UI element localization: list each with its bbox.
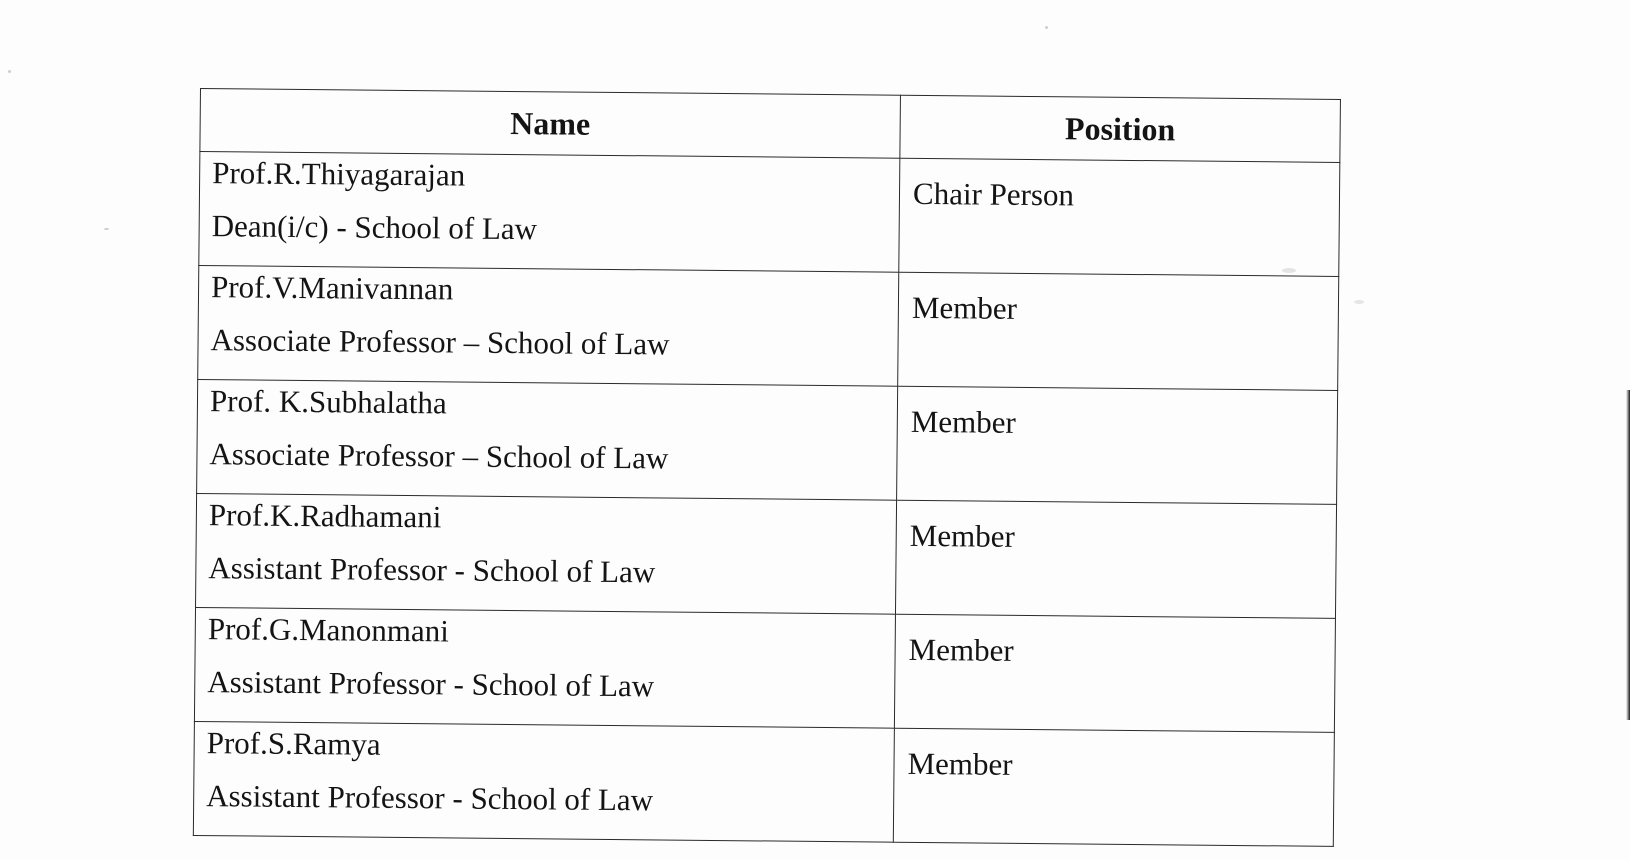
name-cell bbox=[193, 721, 894, 842]
person-position: Member bbox=[910, 403, 1017, 440]
person-position: Member bbox=[907, 745, 1013, 782]
person-designation: Assistant Professor - School of Law bbox=[207, 664, 655, 704]
table-row bbox=[193, 721, 1334, 846]
scan-speck bbox=[8, 70, 11, 73]
table-header-row bbox=[200, 89, 1341, 163]
name-cell bbox=[197, 379, 898, 500]
person-name: Prof.G.Manonmani bbox=[207, 611, 450, 649]
table-row bbox=[198, 265, 1339, 390]
position-cell bbox=[894, 614, 1335, 732]
table-row bbox=[197, 379, 1338, 504]
person-name: Prof. K.Subhalatha bbox=[209, 383, 447, 421]
name-cell bbox=[199, 152, 900, 273]
person-position: Member bbox=[908, 631, 1014, 668]
person-designation: Assistant Professor - School of Law bbox=[206, 778, 654, 818]
committee-table bbox=[193, 88, 1341, 847]
name-cell bbox=[198, 265, 899, 386]
position-cell bbox=[898, 272, 1339, 390]
person-name: Prof.R.Thiyagarajan bbox=[212, 155, 466, 193]
person-position: Member bbox=[909, 517, 1015, 554]
name-cell bbox=[194, 607, 895, 728]
table-row bbox=[194, 607, 1335, 732]
person-name: Prof.S.Ramya bbox=[206, 725, 381, 762]
person-designation: Associate Professor – School of Law bbox=[209, 436, 669, 476]
person-designation: Associate Professor – School of Law bbox=[210, 322, 670, 362]
scan-speck bbox=[104, 228, 109, 230]
scan-edge-shadow bbox=[1626, 390, 1630, 720]
position-cell bbox=[893, 728, 1334, 846]
scan-speck bbox=[1354, 300, 1364, 304]
header-position: Position bbox=[900, 95, 1341, 162]
person-name: Prof.V.Manivannan bbox=[210, 269, 454, 307]
position-cell bbox=[895, 500, 1336, 618]
person-designation: Dean(i/c) - School of Law bbox=[211, 208, 538, 247]
position-cell bbox=[897, 386, 1338, 504]
table-row bbox=[196, 493, 1337, 618]
person-position: Chair Person bbox=[912, 175, 1075, 213]
table-row bbox=[199, 152, 1340, 277]
person-designation: Assistant Professor - School of Law bbox=[208, 550, 656, 590]
name-cell bbox=[196, 493, 897, 614]
person-name: Prof.K.Radhamani bbox=[208, 497, 442, 535]
header-name: Name bbox=[200, 89, 901, 159]
position-cell bbox=[899, 158, 1340, 276]
person-position: Member bbox=[911, 289, 1018, 326]
scan-speck bbox=[1045, 26, 1048, 29]
